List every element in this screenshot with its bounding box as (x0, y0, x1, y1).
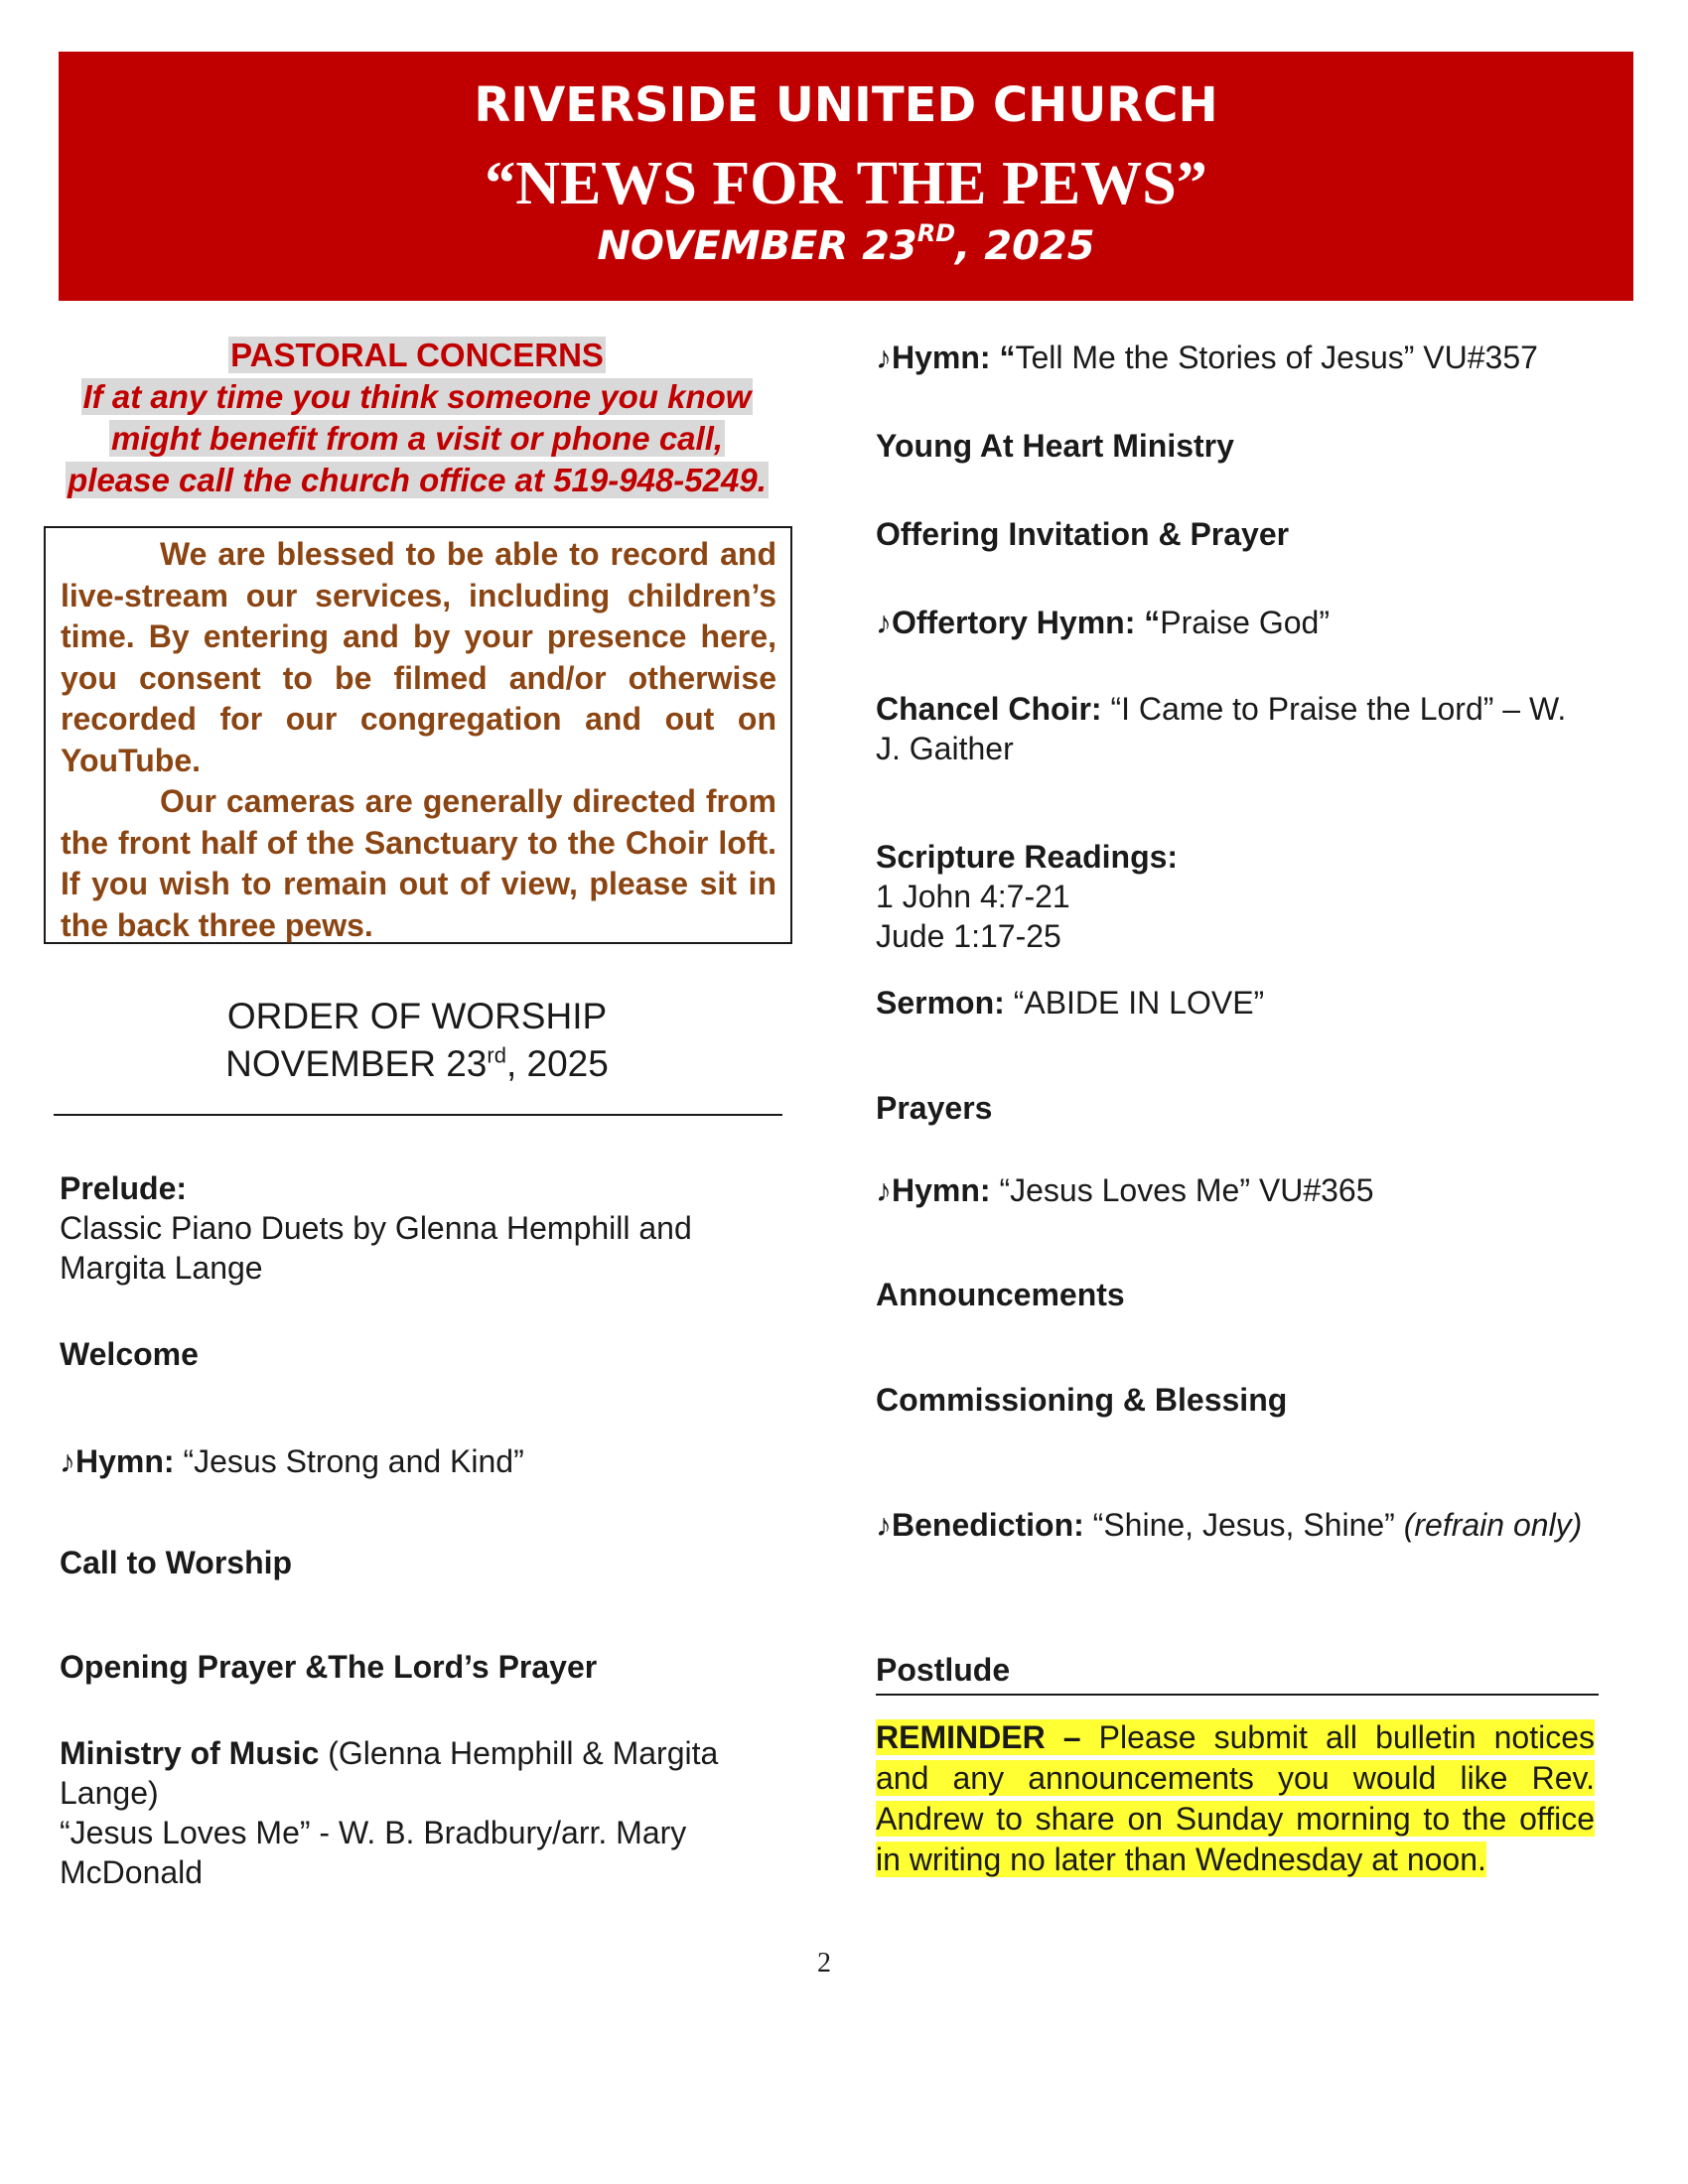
prayers-item: Prayers (876, 1090, 993, 1126)
postlude-item: Postlude (876, 1652, 1011, 1688)
reminder-notice: REMINDER – Please submit all bulletin notices and any announcements you would like Rev. Andrew to share on Sunday morning to the office in writing no later than Wednesday at noon. (876, 1719, 1596, 1877)
divider (54, 1114, 782, 1116)
hymn-item: ♪Hymn: “Jesus Loves Me” VU#365 (876, 1172, 1374, 1208)
consent-paragraph: We are blessed to be able to record and live-stream our services, including children’s time. By entering and by your presence here, you consent to be filmed and/or otherwise recorded for our congregation and out on YouTube. (61, 536, 776, 778)
welcome-item: Welcome (60, 1336, 199, 1372)
commissioning-item: Commissioning & Blessing (876, 1382, 1288, 1418)
ministry-of-music-item: Ministry of Music (Glenna Hemphill & Margita Lange) “Jesus Loves Me” - W. B. Bradbury/arr. Mary McDonald (60, 1735, 719, 1890)
young-at-heart-item: Young At Heart Ministry (876, 428, 1234, 464)
offertory-hymn-item: ♪Offertory Hymn: “Praise God” (876, 605, 1330, 640)
order-of-worship-date: NOVEMBER 23rd, 2025 (225, 1042, 609, 1084)
sermon-item: Sermon: “ABIDE IN LOVE” (876, 985, 1265, 1021)
pastoral-heading: PASTORAL CONCERNS (230, 337, 604, 373)
announcements-item: Announcements (876, 1277, 1125, 1312)
call-to-worship-item: Call to Worship (60, 1545, 293, 1580)
offering-item: Offering Invitation & Prayer (876, 516, 1290, 552)
header-banner (59, 52, 1633, 301)
recording-consent-box (44, 526, 792, 944)
scripture-readings-item: Scripture Readings: 1 John 4:7-21 Jude 1:17-25 (876, 839, 1179, 954)
page-number: 2 (817, 1948, 831, 1979)
church-name: RIVERSIDE UNITED CHURCH (474, 77, 1218, 133)
prelude-item: Prelude: Classic Piano Duets by Glenna Hemphill and Margita Lange (60, 1170, 692, 1286)
divider (876, 1694, 1599, 1696)
newsletter-title: “NEWS FOR THE PEWS” (485, 150, 1207, 217)
consent-paragraph: Our cameras are generally directed from the front half of the Sanctuary to the Choir loft. If you wish to remain out of view, please sit in the back three pews. (61, 783, 776, 943)
hymn-item: ♪Hymn: “Tell Me the Stories of Jesus” VU#357 (876, 340, 1538, 375)
order-of-worship-title: ORDER OF WORSHIP (226, 996, 608, 1036)
benediction-item: ♪Benediction: “Shine, Jesus, Shine” (refrain only) (876, 1507, 1583, 1543)
newsletter-date: NOVEMBER 23RD, 2025 (597, 218, 1095, 269)
hymn-item: ♪Hymn: “Jesus Strong and Kind” (60, 1443, 524, 1479)
pastoral-line: If at any time you think someone you know (82, 378, 752, 415)
opening-prayer-item: Opening Prayer &The Lord’s Prayer (60, 1649, 598, 1685)
pastoral-line: might benefit from a visit or phone call, (110, 420, 724, 457)
pastoral-line: please call the church office at 519-948-5249. (68, 462, 767, 498)
chancel-choir-item: Chancel Choir: “I Came to Praise the Lord” – W. J. Gaither (876, 691, 1567, 766)
